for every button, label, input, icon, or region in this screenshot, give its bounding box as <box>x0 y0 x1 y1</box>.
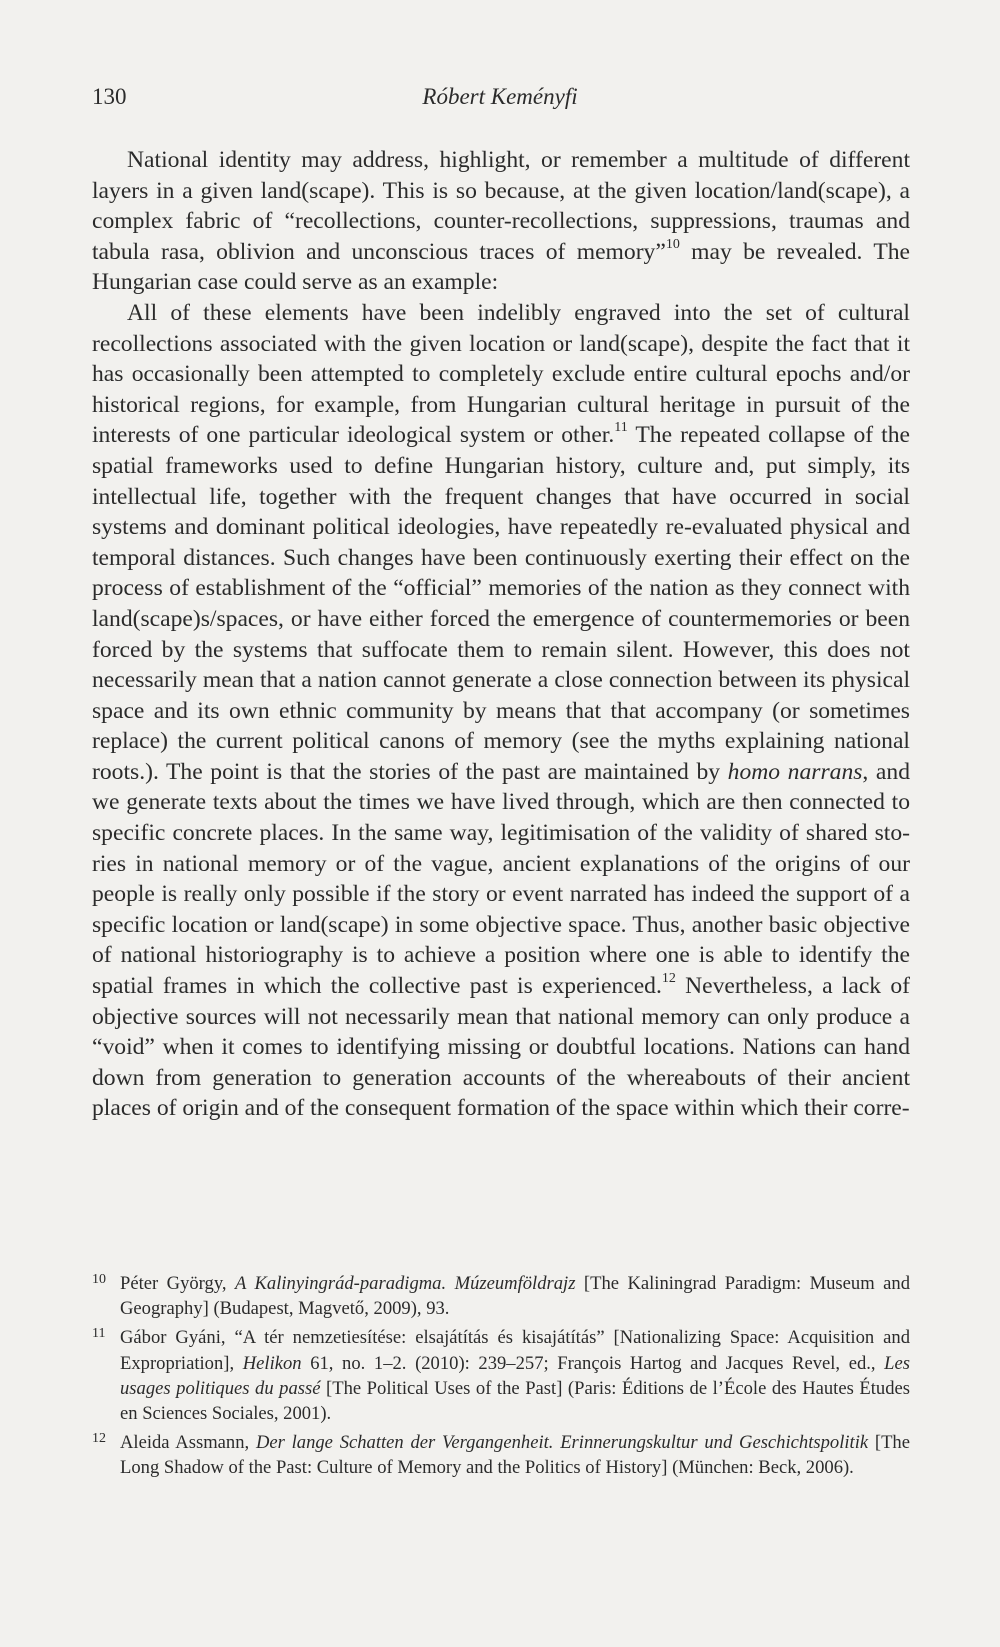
footnote-title: A Kalinyingrád-paradigma. Múzeumföldrajz <box>235 1273 576 1294</box>
text-run: may be revealed. The Hungarian case could serve as an example: <box>92 238 911 296</box>
footnote-text: [The Long Shadow of the Past: Culture of Memory and the Politics of History] (München: Beck, 2006). <box>120 1432 910 1479</box>
footnote-ref[interactable]: 12 <box>661 971 676 987</box>
footnote-number: 12 <box>92 1431 106 1447</box>
footnote-text: Péter György, <box>120 1273 236 1294</box>
footnote-title: Les usages politiques du passé <box>120 1352 910 1399</box>
footnote-number: 11 <box>92 1326 106 1342</box>
paragraph <box>92 145 910 298</box>
text-run: The repeated collapse of the spatial frameworks used to define Hungarian history, culture and, put simply, its intellectual life, together with the frequent changes that have occurred in social systems and dominant political ideologies, have repeatedly re-evaluated physical and temporal distances. Such changes have been continuously exerting their effect on the process of establishment of the “official” memories of the nation as they connect with land(scape)s/spaces, or have either forced the emergence of countermemories or been forced by the systems that suffocate them to remain silent. However, this does not necessarily mean that a nation cannot generate a close connection between its physical space and its own ethnic community by means that that accompany (or sometimes replace) the current political canons of memory (see the myths explaining national roots.). The point is that the stories of the past are maintained by <box>92 422 910 785</box>
body-text <box>92 145 910 1124</box>
footnote-text: 61, no. 1–2. (2010): 239–257; François Hartog and Jacques Revel, ed., <box>301 1352 885 1374</box>
page-number: 130 <box>92 84 127 109</box>
footnote-title: Helikon <box>242 1352 302 1374</box>
footnotes <box>92 1271 910 1485</box>
footnote-text: Aleida Assmann, <box>120 1432 256 1454</box>
footnote-text: [The Political Uses of the Past] (Paris: Éditions de l’École des Hautes Études en Sciences Sociales, 2001). <box>120 1377 910 1425</box>
footnote-ref[interactable]: 10 <box>665 236 680 252</box>
running-head-author: Róbert Keményfi <box>422 84 578 109</box>
footnote-text: Gábor Gyáni, “A tér nemzetiesítése: elsajátítás és kisajátítás” [Nationalizing Space: Acquisition and Expropriation], <box>120 1327 910 1374</box>
footnote-title: Der lange Schatten der Vergangenheit. Erinnerungskultur und Geschichtspolitik <box>255 1432 869 1454</box>
footnote <box>92 1430 910 1480</box>
footnote-number: 10 <box>92 1272 106 1287</box>
text-run: All of these elements have been indelibly engraved into the set of cultural recollections associated with the given location or land(scape), despite the fact that it has occasionally been attempted to completely exclude entire cultural epochs and/or historical regions, for example, from Hungarian cultural heritage in pursuit of the interests of one particular ideological system or other. <box>92 299 910 449</box>
paragraph <box>92 298 910 1124</box>
footnote <box>92 1325 910 1426</box>
text-run: , and we generate texts about the times we have lived through, which are then connected to specific concrete places. In the same way, legitimisation of the validity of shared stories in national memory or of the vague, ancient explanations of the origins of our people is really only possible if the story or event narrated has indeed the support of a specific location or land(scape) in some objective space. Thus, another basic objective of national historiography is to achieve a position where one is able to identify the spatial frames in which the collective past is experienced. <box>92 758 910 1000</box>
footnote-text: [The Kaliningrad Paradigm: Museum and Geography] (Budapest, Magvető, 2009), 93. <box>120 1273 910 1320</box>
running-head <box>92 84 908 120</box>
text-run: Nevertheless, a lack of objective sources will not necessarily mean that national memory can only produce a “void” when it comes to identifying missing or doubtful locations. Nations can hand down from generation to generation accounts of the whereabouts of their ancient places of origin and of the consequent formation of the space within which their corre- <box>92 973 910 1122</box>
footnote-ref[interactable]: 11 <box>614 420 628 436</box>
text-run: National identity may address, highlight, or remember a multitude of different layers in a given land(scape). This is so because, at the given location/land(scape), a complex fabric of “recollections, counter-recollections, suppressions, traumas and tabula rasa, oblivion and unconscious traces of memory” <box>92 147 910 265</box>
italic-term: homo narrans <box>727 758 863 785</box>
footnote <box>92 1271 910 1321</box>
